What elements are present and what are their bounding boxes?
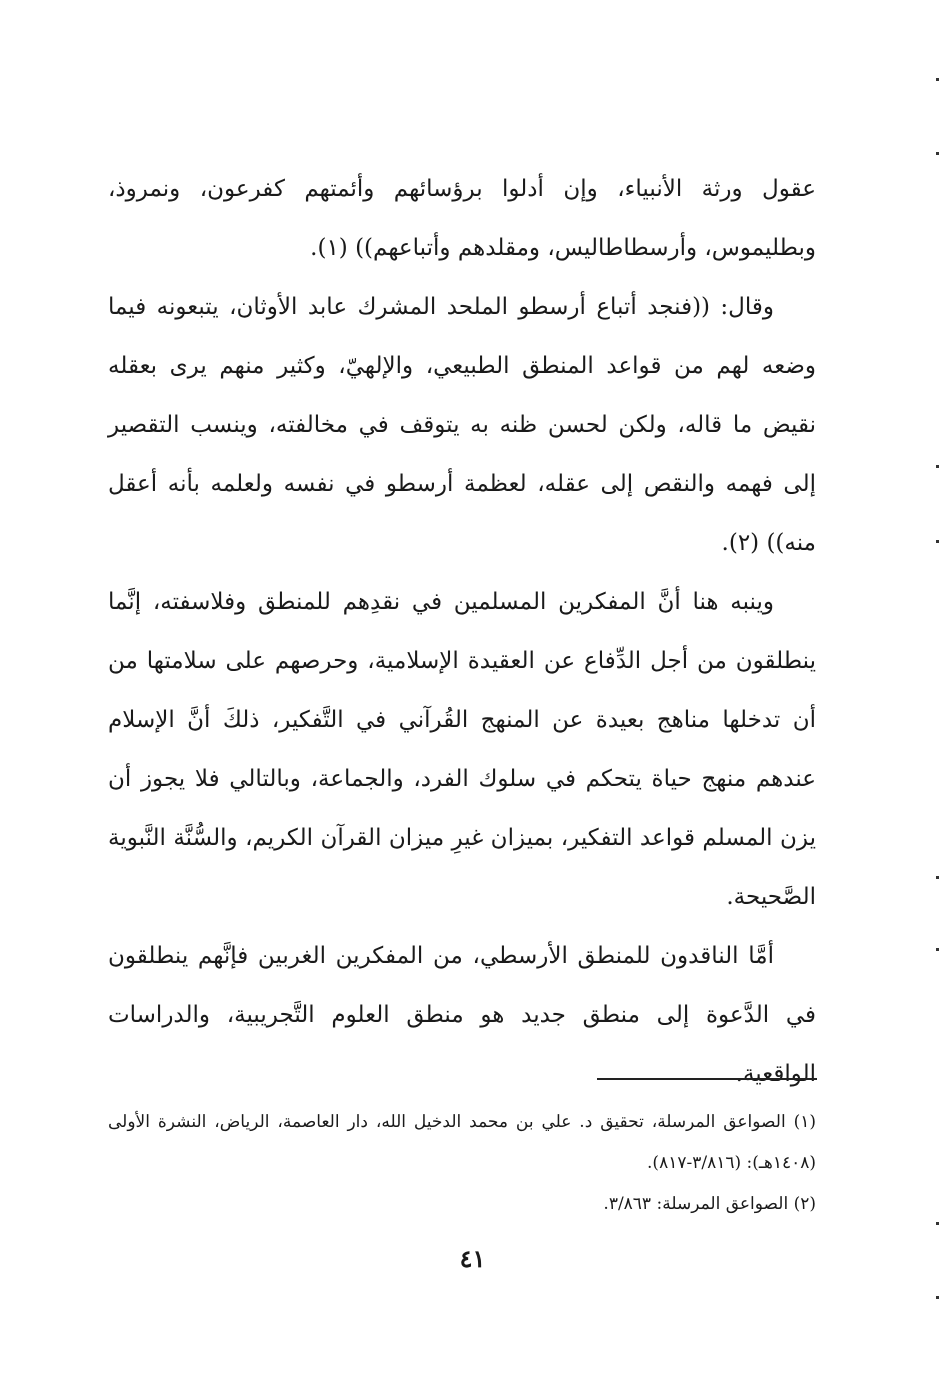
footnote-2: (٢) الصواعق المرسلة: ٣/٨٦٣. <box>603 1194 816 1214</box>
paragraph-1: عقول ورثة الأنبياء، وإن أدلوا برؤسائهم وأئمتهم كفرعون، ونمروذ، وبطليموس، وأرسطاطاليس، ومقلدهم وأتباعهم)) (١). <box>108 176 816 261</box>
paragraph-2: وقال: ((فنجد أتباع أرسطو الملحد المشرك عابد الأوثان، يتبعونه فيما وضعه لهم من قواعد المنطق الطبيعي، والإلهيّ، وكثير منهم يرى بعقله نقيض ما قاله، ولكن لحسن ظنه به يتوقف في مخالفته، وينسب التقصير إلى فهمه والنقص إلى عقله، لعظمة أرسطو في نفسه ولعلمه بأنه أعقل منه)) (٢). <box>108 294 816 556</box>
scan-edge-mark <box>936 465 939 468</box>
footnote-separator <box>597 1078 817 1080</box>
scan-edge-mark <box>936 152 939 155</box>
footnotes <box>108 1102 816 1225</box>
scan-edge-mark <box>936 1222 939 1225</box>
page-number: ٤١ <box>459 1244 486 1273</box>
paragraph-4: أمَّا الناقدون للمنطق الأرسطي، من المفكرين الغربين فإنَّهم ينطلقون في الدَّعوة إلى منطق جديد هو منطق العلوم التَّجريبية، والدراسات الواقعية. <box>108 943 816 1087</box>
scan-edge-mark <box>936 876 939 879</box>
scan-edge-mark <box>936 948 939 951</box>
scan-edge-mark <box>936 1296 939 1299</box>
footnote-1: (١) الصواعق المرسلة، تحقيق د. علي بن محمد الدخيل الله، دار العاصمة، الرياض، النشرة الأولى (١٤٠٨هـ): (٣/٨١٦-٨١٧). <box>108 1112 816 1173</box>
scan-edge-mark <box>936 78 939 81</box>
paragraph-3: وينبه هنا أنَّ المفكرين المسلمين في نقدِهم للمنطق وفلاسفته، إنَّما ينطلقون من أجل الدِّفاع عن العقيدة الإسلامية، وحرصهم على سلامتها من أن تدخلها مناهج بعيدة عن المنهج القُرآني في التَّفكير، ذلكَ أنَّ الإسلام عندهم منهج حياة يتحكم في سلوك الفرد، والجماعة، وبالتالي فلا يجوز أن يزن المسلم قواعد التفكير، بميزان غيرِ ميزان القرآن الكريم، والسُّنَّة النَّبوية الصَّحيحة. <box>108 589 816 910</box>
main-text <box>108 160 816 1104</box>
scan-edge-mark <box>936 540 939 543</box>
